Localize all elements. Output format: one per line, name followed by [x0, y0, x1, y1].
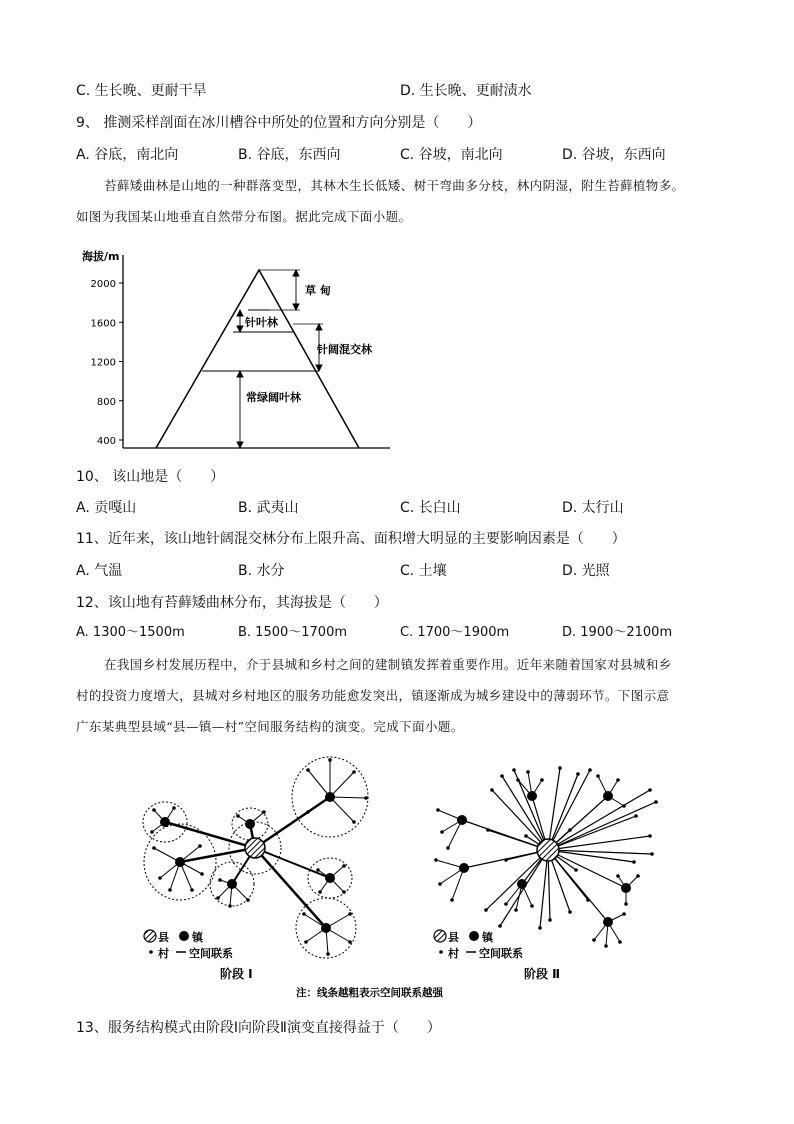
legend-link-label: 空间联系: [189, 947, 233, 960]
y-tick-label: 400: [96, 436, 116, 447]
village-node: [158, 876, 162, 880]
village-node: [568, 828, 572, 832]
q9-option-a: A. 谷底，南北向: [76, 147, 179, 163]
village-node: [342, 890, 346, 894]
legend2-village-label: 村: [448, 947, 459, 960]
village-node: [172, 806, 176, 810]
village-node: [540, 778, 544, 782]
county-village-link: [514, 770, 548, 850]
town-node: [459, 863, 469, 873]
stage2-label: 阶段 Ⅱ: [524, 967, 561, 981]
village-node: [200, 872, 204, 876]
village-node: [490, 788, 494, 792]
village-node: [364, 796, 368, 800]
village-node: [648, 788, 652, 792]
legend-town-label: 镇: [192, 931, 203, 944]
q10-option-d: D. 太行山: [562, 500, 624, 516]
county-town-link: [255, 848, 326, 928]
village-node: [592, 938, 596, 942]
county-village-link: [502, 776, 548, 850]
village-node: [434, 858, 438, 862]
village-node: [486, 828, 490, 832]
village-node: [586, 898, 590, 902]
village-node: [304, 940, 308, 944]
q12-option-a: A. 1300～1500m: [76, 625, 185, 640]
legend-village-label: 村: [158, 947, 169, 960]
town-node: [227, 879, 237, 889]
village-node: [306, 810, 310, 814]
zone-label-meadow: 草 甸: [305, 284, 331, 297]
village-node: [228, 904, 232, 908]
village-node: [512, 768, 516, 772]
q10-option-b: B. 武夷山: [238, 500, 299, 516]
village-node: [262, 810, 266, 814]
village-node: [498, 924, 502, 928]
passage1-line2: 如图为我国某山地垂直自然带分布图。据此完成下面小题。: [76, 209, 412, 224]
legend2-county-label: 县: [448, 931, 459, 944]
vertical-zone-diagram: [76, 240, 396, 454]
village-node: [632, 860, 636, 864]
legend-village-symbol: [149, 950, 153, 954]
county-town-link: [255, 848, 330, 878]
town-node: [603, 791, 613, 801]
village-node: [654, 800, 658, 804]
town-node: [527, 791, 537, 801]
legend-town-symbol: [179, 931, 189, 941]
village-node: [484, 908, 488, 912]
village-node: [634, 814, 638, 818]
village-node: [636, 874, 640, 878]
q12-stem: 12、该山地有苔藓矮曲林分布，其海拔是（ ）: [76, 595, 388, 611]
village-node: [438, 882, 442, 886]
village-node: [348, 912, 352, 916]
legend2-town-label: 镇: [482, 931, 493, 944]
village-link: [330, 772, 354, 797]
legend2-village-symbol: [439, 950, 443, 954]
passage2-line1: 在我国乡村发展历程中，介于县城和乡村之间的建制镇发挥着重要作用。近年来随着国家对县城和乡: [104, 657, 672, 672]
q11-option-b: B. 水分: [238, 563, 285, 579]
village-node: [352, 820, 356, 824]
passage1-line1: 苔藓矮曲林是山地的一种群落变型，其林木生长低矮、树干弯曲多分枝，林内阴湿，附生苔藓植物多。: [104, 178, 685, 193]
town-node: [517, 879, 527, 889]
y-axis-label: 海拔/m: [82, 250, 120, 263]
legend-county-label: 县: [158, 931, 169, 944]
county-node: [537, 839, 559, 861]
village-node: [168, 888, 172, 892]
village-node: [622, 912, 626, 916]
village-node: [246, 898, 250, 902]
village-node: [436, 808, 440, 812]
county-node: [245, 838, 265, 858]
passage2-line3: 广东某典型县域“县—镇—村”空间服务结构的演变。完成下面小题。: [76, 719, 464, 734]
village-node: [526, 770, 530, 774]
town-node: [325, 873, 335, 883]
village-node: [190, 888, 194, 892]
q9-option-b: B. 谷底，东西向: [238, 147, 341, 163]
village-node: [558, 766, 562, 770]
village-node: [236, 814, 240, 818]
village-node: [440, 830, 444, 834]
legend2-town-symbol: [469, 931, 479, 941]
q8-option-d: D. 生长晚、更耐渍水: [400, 83, 532, 99]
village-node: [604, 944, 608, 948]
town-node: [603, 917, 613, 927]
q9-stem: 9、 推测采样剖面在冰川槽谷中所处的位置和方向分别是（ ）: [76, 115, 482, 131]
passage2-line2: 村的投资力度增大，县城对乡村地区的服务功能愈发突出，镇逐渐成为城乡建设中的薄弱环节。下图示意: [76, 688, 670, 703]
village-node: [328, 758, 332, 762]
village-link: [452, 868, 464, 900]
village-node: [198, 844, 202, 848]
q9-option-c: C. 谷坡，南北向: [400, 147, 503, 163]
village-node: [326, 952, 330, 956]
village-node: [152, 808, 156, 812]
q11-stem: 11、近年来，该山地针阔混交林分布上限升高、面积增大明显的主要影响因素是（ ）: [76, 531, 626, 547]
village-node: [302, 912, 306, 916]
town-node: [321, 923, 331, 933]
q9-option-d: D. 谷坡，东西向: [562, 147, 666, 163]
village-node: [306, 768, 310, 772]
village-node: [624, 902, 628, 906]
village-node: [352, 770, 356, 774]
q10-option-a: A. 贡嘎山: [76, 500, 137, 516]
y-tick-label: 1600: [90, 318, 116, 330]
county-town-link: [165, 822, 255, 848]
village-node: [514, 908, 518, 912]
legend2-county-symbol: [434, 930, 446, 942]
village-node: [348, 940, 352, 944]
town-node: [457, 815, 467, 825]
village-node: [548, 918, 552, 922]
village-node: [150, 830, 154, 834]
y-tick-label: 2000: [90, 279, 116, 290]
county-town-link: [180, 848, 255, 862]
village-node: [450, 898, 454, 902]
village-node: [318, 890, 322, 894]
village-link: [330, 797, 354, 822]
q8-option-c: C. 生长晚、更耐干旱: [76, 83, 207, 99]
village-node: [568, 910, 572, 914]
q11-option-a: A. 气温: [76, 563, 123, 579]
q12-option-c: C. 1700～1900m: [400, 625, 510, 640]
village-node: [218, 878, 222, 882]
village-node: [342, 864, 346, 868]
county-village-link: [548, 816, 636, 850]
village-node: [616, 874, 620, 878]
village-node: [576, 772, 580, 776]
town-node: [175, 857, 185, 867]
village-node: [538, 926, 542, 930]
zone-label-mixed: 针阔混交林: [317, 343, 372, 356]
village-node: [504, 858, 508, 862]
q11-option-c: C. 土壤: [400, 563, 447, 579]
town-node: [325, 792, 335, 802]
y-tick-label: 1200: [90, 357, 116, 369]
village-node: [574, 868, 578, 872]
y-tick-label: 800: [96, 396, 116, 408]
village-node: [596, 774, 600, 778]
town-node: [245, 819, 255, 829]
village-node: [616, 778, 620, 782]
village-node: [446, 846, 450, 850]
q13-stem: 13、服务结构模式由阶段Ⅰ向阶段Ⅱ演变直接得益于（ ）: [76, 1020, 441, 1036]
town-node: [621, 883, 631, 893]
town-node: [160, 817, 170, 827]
legend-county-symbol: [144, 930, 156, 942]
village-node: [500, 774, 504, 778]
q12-option-d: D. 1900～2100m: [562, 625, 673, 640]
village-node: [588, 768, 592, 772]
village-node: [650, 852, 654, 856]
figure-note: 注：线条越粗表示空间联系越强: [296, 987, 443, 999]
q11-option-d: D. 光照: [562, 563, 610, 579]
q10-stem: 10、 该山地是（ ）: [76, 469, 225, 485]
legend2-link-label: 空间联系: [479, 947, 523, 960]
village-node: [524, 834, 528, 838]
network-diagram: [130, 750, 670, 1005]
zone-label-conifer: 针叶林: [245, 316, 278, 329]
village-node: [504, 902, 508, 906]
zone-label-broadleaf: 常绿阔叶林: [246, 391, 301, 404]
q10-option-c: C. 长白山: [400, 500, 461, 516]
county-village-link: [486, 850, 548, 910]
village-node: [648, 834, 652, 838]
village-node: [152, 846, 156, 850]
village-link: [308, 770, 330, 797]
village-node: [618, 940, 622, 944]
village-link: [330, 797, 366, 798]
village-node: [530, 904, 534, 908]
q12-option-b: B. 1500～1700m: [238, 625, 348, 640]
village-node: [216, 896, 220, 900]
village-node: [316, 868, 320, 872]
stage1-label: 阶段 Ⅰ: [220, 967, 253, 981]
